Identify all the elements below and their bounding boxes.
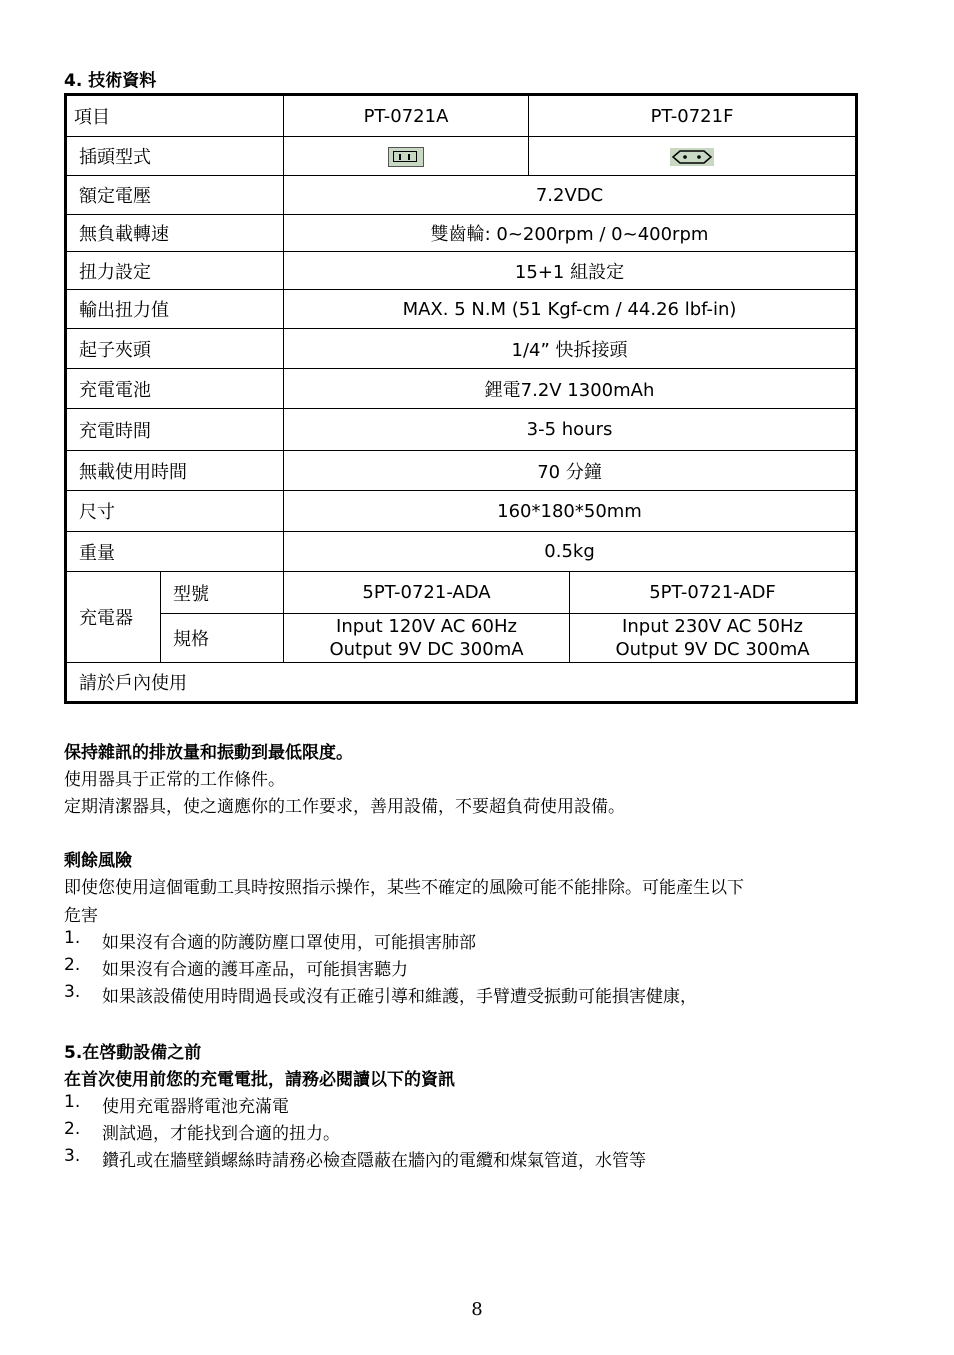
list-item: 鑽孔或在牆壁鎖螺絲時請務必檢查隱蔽在牆內的電纜和煤氣管道，水管等 [102,1151,646,1171]
table-row [66,252,857,290]
section5-subtitle: 在首次使用前您的充電電批，請務必閱讀以下的資訊 [64,1070,455,1090]
list-item: 使用充電器將電池充滿電 [102,1097,289,1117]
header-item: 項目 [66,95,284,137]
noise-line-2: 定期清潔器具，使之適應你的工作要求，善用設備，不要超負荷使用設備。 [64,797,625,817]
row-label: 無載使用時間 [66,451,284,491]
row-label: 扭力設定 [66,252,284,290]
row-label: 無負載轉速 [66,215,284,252]
row-label: 起子夾頭 [66,329,284,369]
row-label: 充電時間 [66,409,284,451]
page-number: 8 [471,1299,483,1320]
row-label: 尺寸 [66,491,284,532]
row-label: 插頭型式 [66,137,284,176]
list-item: 如果沒有合適的防護防塵口罩使用，可能損害肺部 [102,933,476,953]
charger-label: 充電器 [66,572,161,663]
list-number: 1. [64,1092,81,1112]
row-value: 70 分鐘 [284,451,857,491]
risk-intro-line-1: 即使您使用這個電動工具時按照指示操作，某些不確定的風險可能不能排除。可能產生以下 [64,878,744,898]
table-row [66,215,857,252]
row-value: 鋰電7.2V 1300mAh [284,369,857,409]
row-value: 7.2VDC [284,176,857,215]
table-row [66,409,857,451]
risk-title: 剩餘風險 [64,851,132,871]
charger-model-a: 5PT-0721-ADA [284,572,570,614]
plug-type-a-icon [388,147,424,167]
row-value: 雙齒輪: 0~200rpm / 0~400rpm [284,215,857,252]
table-row [66,290,857,329]
table-row [66,451,857,491]
table-footer-row [66,663,857,703]
table-row [66,137,857,176]
risk-intro-line-2: 危害 [64,906,98,926]
list-item: 如果該設備使用時間過長或沒有正確引導和維護，手臂遭受振動可能損害健康， [102,987,697,1007]
row-value: 3-5 hours [284,409,857,451]
row-label: 輸出扭力值 [66,290,284,329]
noise-line-1: 使用器具于正常的工作條件。 [64,770,285,790]
row-value: 160*180*50mm [284,491,857,532]
table-row [66,369,857,409]
list-number: 3. [64,982,81,1002]
charger-spec-label: 規格 [161,614,284,663]
table-row [66,176,857,215]
table-row [66,532,857,572]
charger-spec-f-input: Input 230V AC 50Hz [622,616,803,637]
section5-title: 5.在啓動設備之前 [64,1043,202,1063]
indoor-use-note: 請於戶內使用 [66,663,857,703]
charger-model-f: 5PT-0721-ADF [570,572,857,614]
list-number: 2. [64,1119,81,1139]
list-number: 3. [64,1146,81,1166]
list-item: 測試過，才能找到合適的扭力。 [102,1124,340,1144]
plug-type-f-icon [670,148,714,166]
charger-spec-a-input: Input 120V AC 60Hz [336,616,517,637]
charger-model-row [66,572,857,614]
charger-spec-a-output: Output 9V DC 300mA [329,639,524,660]
charger-spec-row [66,614,857,663]
table-header-row [66,95,857,137]
header-model-a: PT-0721A [284,95,529,137]
table-row [66,329,857,369]
row-value: 1/4” 快拆接頭 [284,329,857,369]
row-value: 0.5kg [284,532,857,572]
list-item: 如果沒有合適的護耳產品，可能損害聽力 [102,960,408,980]
row-value: MAX. 5 N.M (51 Kgf-cm / 44.26 lbf-in) [284,290,857,329]
row-label: 充電電池 [66,369,284,409]
spec-table [64,93,858,704]
header-model-f: PT-0721F [529,95,857,137]
list-number: 2. [64,955,81,975]
table-row [66,491,857,532]
list-number: 1. [64,928,81,948]
row-label: 重量 [66,532,284,572]
section4-title: 4. 技術資料 [64,71,157,91]
row-value: 15+1 組設定 [284,252,857,290]
noise-title: 保持雜訊的排放量和振動到最低限度。 [64,743,353,763]
charger-spec-f-output: Output 9V DC 300mA [615,639,810,660]
charger-model-label: 型號 [161,572,284,614]
row-label: 額定電壓 [66,176,284,215]
